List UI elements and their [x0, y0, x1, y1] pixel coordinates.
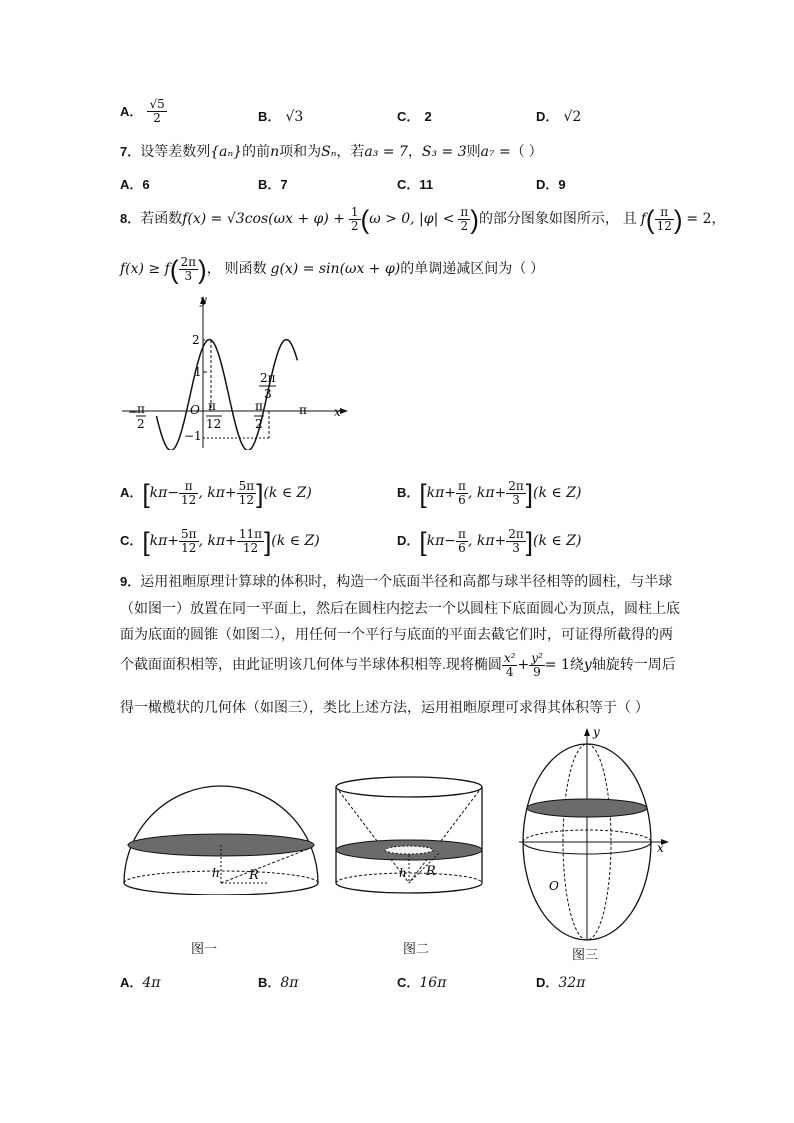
numerator: π	[655, 206, 674, 220]
question-8-stem-line2: f(x) ≥ f( $\frac{2\pi}{3}$ )， 则函数 g(x) = sin(ωx + φ)的单调递减区间为（ ）	[120, 254, 545, 285]
option-label: B．	[258, 177, 281, 192]
q9-option-a	[120, 972, 161, 991]
stem-text: 项和为	[279, 143, 322, 159]
option-value: 6	[142, 177, 150, 192]
question-9-line4	[120, 652, 676, 679]
interval-left: kπ+	[149, 533, 180, 550]
fraction	[349, 206, 361, 233]
question-number: 9．	[120, 574, 141, 589]
fraction	[179, 256, 199, 283]
q9-option-c	[397, 972, 446, 991]
tick-pi2-den: 2	[255, 417, 263, 431]
cylinder-top	[336, 777, 482, 797]
q8-option-b: B．[kπ+ $\frac{\pi}{6}$ , kπ+ $\frac{2\pi}{3}$ ](k ∈ Z)	[397, 478, 582, 509]
tick-y-2: 2	[192, 333, 200, 347]
question-9-line3	[120, 623, 673, 645]
denominator: 12	[242, 541, 259, 555]
stem-text: 面为底面的圆锥（如图二），用任何一个平行与底面的平面去截它们时，可证得所截得的两	[120, 626, 673, 642]
q6-option-a	[120, 98, 167, 125]
denominator: 12	[181, 541, 197, 555]
denominator: 3	[512, 493, 520, 507]
question-7-stem	[120, 140, 543, 163]
option-label: B．	[258, 109, 281, 124]
stem-text: 得一橄榄状的几何体（如图三），类比上述方法，运用祖暅原理可求得其体积等于（ ）	[120, 699, 649, 715]
fraction	[179, 480, 198, 507]
fraction	[179, 528, 199, 555]
denominator: 4	[505, 665, 514, 679]
fraction	[456, 528, 468, 555]
g-function: g(x) = sin(ωx + φ)	[270, 261, 401, 278]
tick-pi12-num: π	[208, 399, 216, 413]
fraction	[237, 528, 264, 555]
stem-text: 个截面面积相等，由此证明该几何体与半球体积相等.现将椭圆	[120, 656, 502, 673]
k-condition: (k ∈ Z)	[533, 533, 582, 550]
tick-pi12-den: 12	[206, 417, 222, 431]
denominator: 12	[181, 493, 197, 507]
fraction	[456, 480, 468, 507]
tick-y-1: 1	[194, 365, 202, 379]
interval-left: kπ−	[426, 533, 457, 550]
option-value: 2	[424, 109, 432, 124]
h-label: h	[212, 866, 220, 880]
stem-text: 若函数	[140, 210, 183, 227]
numerator: π	[458, 479, 466, 493]
option-value: √3	[285, 109, 304, 125]
n-symbol: n	[270, 144, 280, 160]
cone-right-edge	[409, 787, 482, 883]
tick-neg-pi2-num: π	[137, 402, 145, 416]
q6-option-c	[397, 106, 432, 125]
q9-option-b	[258, 972, 299, 991]
option-value: √2	[563, 109, 582, 125]
fraction	[655, 206, 674, 233]
parameter-condition: ω > 0, |φ| <	[369, 211, 455, 228]
q7-option-b	[258, 174, 288, 193]
interval-mid: , kπ+	[467, 485, 507, 502]
q8-option-d: D．[kπ− $\frac{\pi}{6}$ , kπ+ $\frac{2\pi}{3}$ ](k ∈ Z)	[397, 526, 582, 557]
x-axis-label: x	[657, 841, 664, 855]
question-9-line1	[120, 570, 672, 593]
figure-3-caption: 图三	[572, 947, 599, 962]
condition-1: a₃ = 7	[364, 144, 408, 160]
denominator: 6	[458, 541, 466, 555]
numerator: x²	[503, 651, 516, 665]
stem-text: 运用祖暅原理计算球的体积时，构造一个底面半径和高都与球半径相等的圆柱，与半球	[140, 573, 673, 589]
cross-section	[527, 799, 647, 817]
plus-sign: +	[517, 657, 530, 674]
interval-left: kπ−	[149, 485, 180, 502]
y-axis-label: y	[593, 725, 600, 739]
fraction	[237, 480, 257, 507]
function-expression: f(x) = √3cos(ωx + φ) +	[182, 211, 345, 228]
target-term: a₇ =	[480, 144, 511, 160]
numerator: 11π	[238, 527, 263, 541]
fraction	[502, 652, 518, 679]
cross-section-hole	[385, 846, 433, 854]
stem-text: 的单调递减区间为（ ）	[400, 260, 545, 277]
figure-2-caption: 图二	[403, 941, 430, 956]
condition-2: S₃ = 3	[421, 144, 467, 160]
numerator: √5	[149, 97, 165, 111]
sequence-symbol: {aₙ}	[210, 144, 243, 160]
fraction	[147, 98, 166, 125]
denominator: 3	[512, 541, 520, 555]
option-value: 32π	[558, 975, 586, 991]
option-label: C．	[397, 109, 420, 124]
stem-text: （如图一）放置在同一平面上，然后在圆柱内挖去一个以圆柱下底面圆心为顶点，圆柱上底	[120, 600, 680, 616]
answer-blank: （ ）	[510, 143, 543, 159]
stem-text: 轴旋转一周后	[591, 656, 676, 673]
interval-mid: , kπ+	[198, 485, 237, 502]
numerator: 2π	[508, 527, 524, 541]
denominator: 2	[460, 219, 469, 233]
numerator: 5π	[181, 527, 197, 541]
denominator: 2	[153, 111, 161, 125]
k-condition: (k ∈ Z)	[263, 485, 312, 502]
origin-label: O	[190, 403, 200, 417]
question-8-stem-line1: 8．若函数f(x) = √3cos(ωx + φ) + $\frac{1}{2}$ (ω > 0, |φ| < $\frac{\pi}{2}$ )的部分图象如图所示， 且 f( $\frac{\pi}{12}$ ) = 2，	[120, 204, 726, 235]
stem-text: 则	[466, 143, 481, 159]
tick-2pi3-num: 2π	[260, 371, 276, 385]
fraction	[506, 528, 526, 555]
question-number: 8．	[120, 211, 141, 227]
option-label: C．	[120, 533, 143, 549]
x-axis-arrow	[340, 408, 348, 414]
option-label: D．	[397, 533, 420, 549]
fraction	[458, 206, 470, 233]
interval-mid: , kπ+	[467, 533, 507, 550]
option-label: A．	[120, 485, 143, 501]
numerator: 1	[350, 205, 359, 219]
separator: ，	[407, 143, 422, 159]
denominator: 2	[350, 219, 359, 233]
q6-option-b	[258, 106, 303, 125]
function-graph	[118, 290, 350, 450]
tick-neg-pi2-den: 2	[137, 417, 145, 431]
numerator: y²	[531, 651, 543, 665]
stem-text: ， 则函数	[206, 260, 267, 277]
q7-option-a	[120, 174, 150, 193]
fraction	[506, 480, 526, 507]
tick-pi: π	[299, 403, 307, 417]
option-label: A．	[120, 975, 143, 990]
interval-left: kπ+	[426, 485, 457, 502]
numerator: 2π	[508, 479, 524, 493]
function-name: f	[640, 211, 646, 228]
option-label: D．	[536, 177, 559, 192]
inequality: f(x) ≥ f	[120, 261, 170, 278]
stem-text: 的部分图象如图所示， 且	[478, 210, 637, 227]
x-axis-label: x	[334, 405, 341, 419]
axis-symbol: y	[583, 657, 592, 674]
option-value: 7	[280, 177, 288, 192]
option-label: D．	[536, 975, 559, 990]
option-label: B．	[397, 485, 420, 501]
q7-option-c	[397, 174, 433, 193]
stem-text: 设等差数列	[140, 143, 211, 159]
denominator: 12	[238, 493, 255, 507]
option-label: A．	[120, 177, 143, 192]
k-condition: (k ∈ Z)	[533, 485, 582, 502]
numerator: π	[460, 205, 469, 219]
figure-hemisphere	[118, 775, 324, 895]
r-label: R	[426, 864, 436, 879]
q9-option-d	[536, 972, 585, 991]
interval-mid: , kπ+	[198, 533, 237, 550]
option-label: C．	[397, 177, 420, 192]
option-label: D．	[536, 109, 559, 124]
r-label: R	[249, 868, 259, 883]
denominator: 3	[184, 269, 193, 283]
question-9-line5	[120, 696, 649, 718]
base-back-edge	[336, 873, 482, 883]
numerator: π	[458, 527, 466, 541]
y-axis-label: y	[200, 293, 207, 307]
option-value: 8π	[280, 975, 299, 991]
option-label: B．	[258, 975, 281, 990]
equation-tail: = 1绕	[544, 657, 584, 674]
option-value: 4π	[142, 975, 161, 991]
figure-cylinder	[333, 775, 485, 900]
numerator: 5π	[238, 479, 255, 493]
tick-pi2-num: π	[255, 399, 263, 413]
q6-option-d	[536, 106, 581, 125]
figure-spheroid	[515, 724, 675, 944]
option-value: 16π	[419, 975, 447, 991]
y-axis-arrow	[584, 728, 590, 736]
q7-option-d	[536, 174, 566, 193]
stem-text: ，若	[336, 143, 365, 159]
question-number: 7．	[120, 144, 141, 159]
k-condition: (k ∈ Z)	[271, 533, 320, 550]
question-9-line2	[120, 597, 680, 619]
denominator: 6	[458, 493, 466, 507]
denominator: 9	[533, 665, 541, 679]
fraction	[529, 652, 545, 679]
numerator: 2π	[180, 255, 197, 269]
origin-label: O	[549, 879, 559, 893]
option-label: A．	[120, 104, 143, 119]
numerator: π	[179, 480, 198, 494]
base-front-edge	[124, 883, 318, 895]
h-label: h	[399, 866, 407, 880]
figure-1-caption: 图一	[191, 941, 218, 956]
sum-symbol: Sₙ	[321, 144, 337, 160]
condition-value: = 2，	[686, 211, 726, 228]
q8-option-a: A．[kπ− $\frac{\pi}{12}$ , kπ+ $\frac{5\pi}{12}$ ](k ∈ Z)	[120, 478, 312, 509]
denominator: 12	[656, 219, 672, 233]
tick-neg-sign: −	[128, 405, 139, 419]
tick-2pi3-den: 3	[264, 387, 272, 401]
option-value: 11	[419, 177, 434, 192]
tick-y-neg1: −1	[184, 429, 202, 443]
function-curve	[157, 340, 298, 450]
option-value: 9	[558, 177, 566, 192]
option-label: C．	[397, 975, 420, 990]
stem-text: 的前	[242, 143, 271, 159]
base-front-edge	[336, 883, 482, 893]
q8-option-c: C．[kπ+ $\frac{5\pi}{12}$ , kπ+ $\frac{11\pi}{12}$ ](k ∈ Z)	[120, 526, 320, 557]
